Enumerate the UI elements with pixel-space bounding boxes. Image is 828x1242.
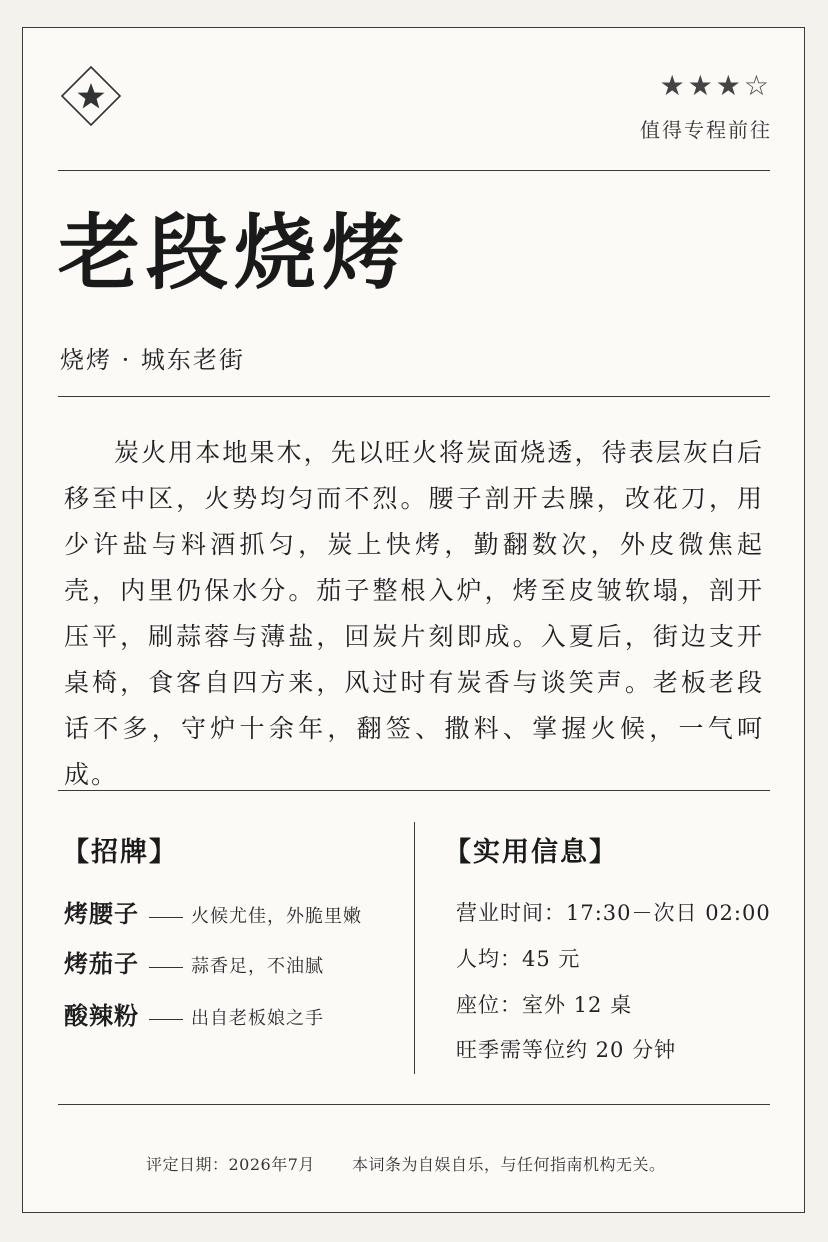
dish-note: 火候尤佳，外脆里嫩 xyxy=(191,906,362,927)
divider-footer xyxy=(58,1104,770,1105)
info-heading: 【实用信息】 xyxy=(444,837,618,868)
description-paragraph: 炭火用本地果木，先以旺火将炭面烧透，待表层灰白后移至中区，火势均匀而不烈。腰子剖开去臊，改花刀，用少许盐与料酒抓匀，炭上快烤，勤翻数次，外皮微焦起壳，内里仍保水分。茄子整根入炉，烤至皮皱软塌，剖开压平，刷蒜蓉与薄盐，回炭片刻即成。入夏后，街边支开桌椅，食客自四方来，风过时有炭香与谈笑声。老板老段话不多，守炉十余年，翻签、撒料、掌握火候，一气呵成。 xyxy=(64,438,764,789)
dash-separator xyxy=(149,967,183,968)
info-wait: 旺季需等位约 20 分钟 xyxy=(456,1038,677,1062)
dish-note: 蒜香足，不油腻 xyxy=(191,956,324,977)
dish-name: 酸辣粉 xyxy=(64,1001,139,1030)
signature-heading: 【招牌】 xyxy=(62,837,178,868)
star-rating: ★★★☆ xyxy=(659,69,772,102)
info-price: 人均：45 元 xyxy=(456,947,581,971)
disclaimer: 本词条为自娱自乐，与任何指南机构无关。 xyxy=(352,1155,666,1174)
dash-separator xyxy=(149,1019,183,1020)
dish-name: 烤腰子 xyxy=(64,899,139,928)
divider-body xyxy=(58,790,770,791)
dish-item xyxy=(64,996,324,1031)
divider-top xyxy=(58,170,770,171)
divider-header xyxy=(58,396,770,397)
diamond-star-icon xyxy=(60,65,122,127)
column-divider xyxy=(414,822,415,1074)
dash-separator xyxy=(149,917,183,918)
dish-note: 出自老板娘之手 xyxy=(191,1008,324,1029)
dish-item xyxy=(64,944,324,979)
dish-item xyxy=(64,894,362,929)
info-hours: 营业时间：17:30－次日 02:00 xyxy=(456,901,771,925)
info-seating: 座位：室外 12 桌 xyxy=(456,993,633,1017)
category-location: 烧烤 · 城东老街 xyxy=(60,346,245,374)
rating-date: 评定日期：2026年7月 xyxy=(146,1155,315,1174)
page-title: 老段烧烤 xyxy=(58,205,411,301)
rating-label: 值得专程前往 xyxy=(640,118,772,142)
dish-name: 烤茄子 xyxy=(64,949,139,978)
